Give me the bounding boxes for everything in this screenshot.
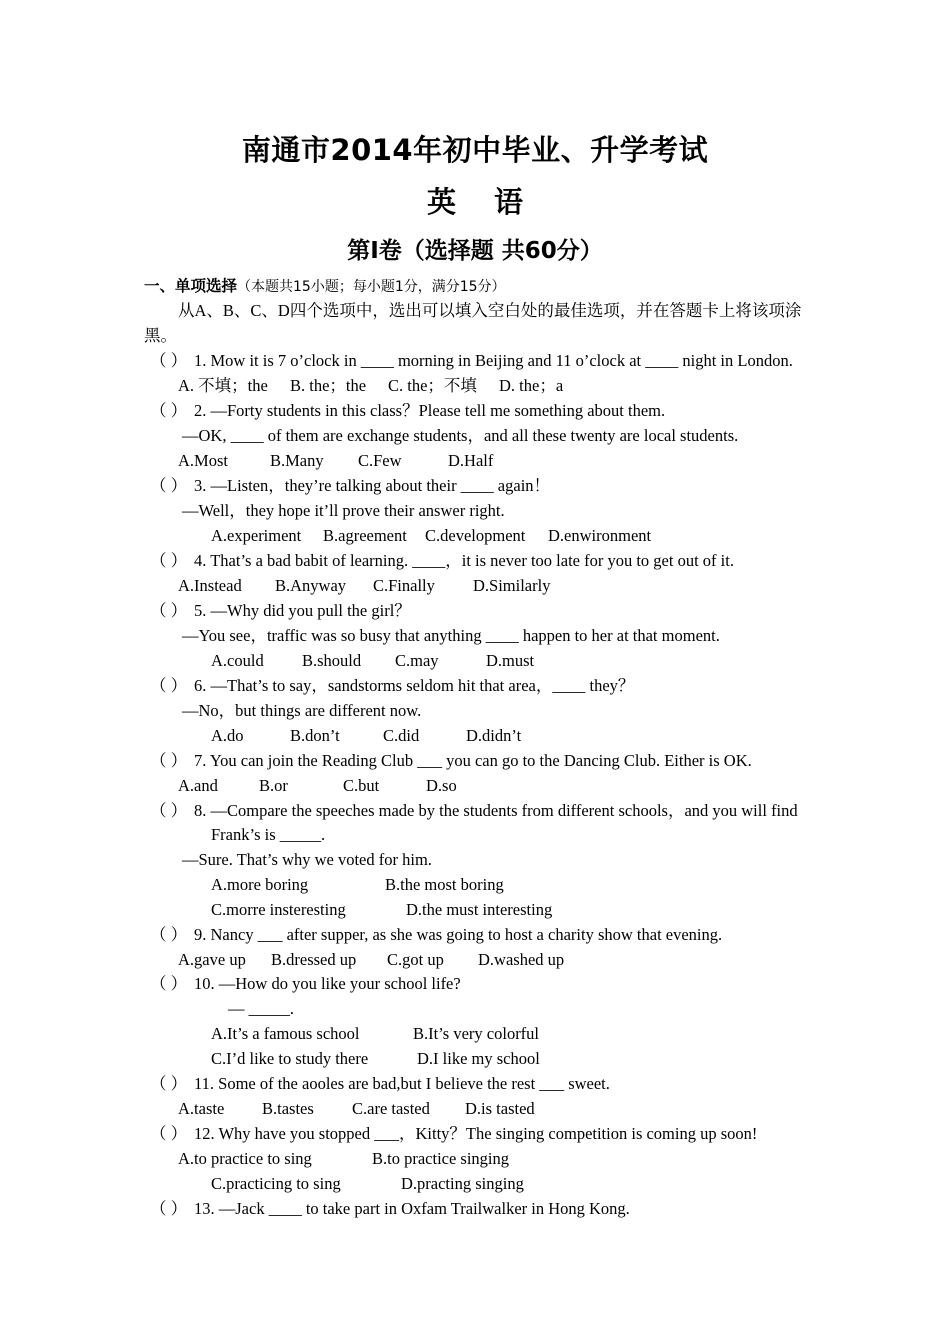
question-2 — [150, 401, 665, 421]
question-12 — [150, 1124, 757, 1144]
question-stem: 8. —Compare the speeches made by the students from different schools，and you will find — [194, 801, 798, 820]
option-c: C.may — [395, 651, 439, 670]
option-d: D.so — [426, 776, 457, 795]
question-stem: 9. Nancy ___ after supper, as she was going to host a charity show that evening. — [194, 925, 723, 944]
question-8 — [150, 801, 798, 821]
option-b: B.dressed up — [271, 950, 357, 969]
option-b: B.should — [302, 651, 362, 670]
option-b: B.tastes — [262, 1099, 314, 1118]
question-11 — [150, 1074, 610, 1094]
option-d: D.Half — [448, 451, 494, 470]
option-c: C.are tasted — [352, 1099, 430, 1118]
question-5-reply: —You see，traffic was so busy that anything ____ happen to her at that moment. — [182, 626, 720, 645]
question-stem: 12. Why have you stopped ___，Kitty？The singing competition is coming up soon! — [194, 1124, 758, 1143]
subject-title: 英语 — [426, 185, 561, 219]
instruction-line-2: 黑。 — [144, 326, 177, 345]
option-b: B.or — [259, 776, 288, 795]
question-6 — [150, 676, 634, 696]
question-stem: 3. —Listen，they’re talking about their ____ again！ — [194, 476, 551, 495]
question-stem: 1. Mow it is 7 o’clock in ____ morning in Beijing and 11 o’clock at ____ night in London. — [194, 351, 793, 370]
question-2-reply: —OK, ____ of them are exchange students，and all these twenty are local students. — [182, 426, 739, 445]
question-13 — [150, 1199, 630, 1219]
answer-paren: （ ） — [150, 551, 188, 570]
option-d: D.Similarly — [473, 576, 551, 595]
question-1 — [150, 351, 793, 371]
option-a: A.experiment — [211, 526, 302, 545]
option-d: D.washed up — [478, 950, 565, 969]
option-d: D. the；a — [499, 376, 564, 395]
option-b: B.to practice singing — [372, 1149, 510, 1168]
exam-title: 南通市2014年初中毕业、升学考试 — [241, 133, 709, 167]
option-c: C.Finally — [373, 576, 435, 595]
question-stem: 4. That’s a bad babit of learning. ____，it is never too late for you to get out of it. — [194, 551, 734, 570]
answer-paren: （ ） — [150, 1074, 188, 1093]
option-c: C.but — [343, 776, 380, 795]
option-d: D.enwironment — [548, 526, 652, 545]
question-3 — [150, 476, 550, 496]
question-stem: 6. —That’s to say，sandstorms seldom hit that area，____ they？ — [194, 676, 635, 695]
answer-paren: （ ） — [150, 601, 188, 620]
option-b: B. the；the — [290, 376, 367, 395]
question-9 — [150, 925, 722, 945]
option-c: C. the；不填 — [388, 376, 477, 395]
answer-paren: （ ） — [150, 751, 188, 770]
option-a: A.Instead — [178, 576, 242, 595]
option-a: A.taste — [178, 1099, 225, 1118]
question-stem: 13. —Jack ____ to take part in Oxfam Trailwalker in Hong Kong. — [194, 1199, 630, 1218]
option-c: C.development — [425, 526, 526, 545]
answer-paren: （ ） — [150, 974, 188, 993]
question-8-stem-cont: Frank’s is _____. — [211, 825, 326, 844]
question-stem: 5. —Why did you pull the girl？ — [194, 601, 411, 620]
option-d: D.didn’t — [466, 726, 522, 745]
option-a: A.It’s a famous school — [211, 1024, 360, 1043]
question-stem: 7. You can join the Reading Club ___ you can go to the Dancing Club. Either is OK. — [194, 751, 752, 770]
option-c: C.practicing to sing — [211, 1174, 341, 1193]
question-7 — [150, 751, 752, 771]
question-stem: 11. Some of the aooles are bad,but I believe the rest ___ sweet. — [194, 1074, 610, 1093]
question-10 — [150, 974, 461, 994]
option-b: B.don’t — [290, 726, 340, 745]
option-c: C.did — [383, 726, 420, 745]
option-a: A.to practice to sing — [178, 1149, 312, 1168]
question-4 — [150, 551, 734, 571]
section-heading: 一、单项选择 — [144, 277, 238, 295]
option-d: D.must — [486, 651, 535, 670]
option-b: B.Many — [270, 451, 324, 470]
option-b: B.Anyway — [275, 576, 347, 595]
answer-paren: （ ） — [150, 1124, 188, 1143]
question-10-reply: — _____. — [228, 999, 294, 1018]
option-a: A.more boring — [211, 875, 309, 894]
option-d: D.I like my school — [417, 1049, 540, 1068]
option-c: C.Few — [358, 451, 402, 470]
option-a: A.and — [178, 776, 218, 795]
option-d: D.practing singing — [401, 1174, 524, 1193]
answer-paren: （ ） — [150, 401, 188, 420]
question-8-reply: —Sure. That’s why we voted for him. — [182, 850, 432, 869]
question-6-reply: —No，but things are different now. — [182, 701, 422, 720]
answer-paren: （ ） — [150, 1199, 188, 1218]
option-a: A.Most — [178, 451, 228, 470]
answer-paren: （ ） — [150, 676, 188, 695]
answer-paren: （ ） — [150, 476, 188, 495]
answer-paren: （ ） — [150, 351, 188, 370]
option-a: A.could — [211, 651, 264, 670]
option-b: B.It’s very colorful — [413, 1024, 540, 1043]
answer-paren: （ ） — [150, 801, 188, 820]
option-c: C.I’d like to study there — [211, 1049, 369, 1068]
option-a: A.gave up — [178, 950, 246, 969]
question-stem: 10. —How do you like your school life? — [194, 974, 461, 993]
option-b: B.agreement — [323, 526, 407, 545]
question-3-reply: —Well，they hope it’ll prove their answer right. — [182, 501, 505, 520]
option-a: A.do — [211, 726, 244, 745]
option-b: B.the most boring — [385, 875, 504, 894]
option-c: C.morre insteresting — [211, 900, 346, 919]
section-heading-row — [144, 276, 506, 297]
section-note: （本题共15小题；每小题1分，满分15分） — [237, 279, 506, 295]
question-5 — [150, 601, 411, 621]
option-d: D.is tasted — [465, 1099, 535, 1118]
option-d: D.the must interesting — [406, 900, 553, 919]
question-stem: 2. —Forty students in this class？Please tell me something about them. — [194, 401, 666, 420]
answer-paren: （ ） — [150, 925, 188, 944]
option-c: C.got up — [387, 950, 444, 969]
option-a: A. 不填；the — [178, 376, 268, 395]
instruction-line-1: 从A、B、C、D四个选项中，选出可以填入空白处的最佳选项，并在答题卡上将该项涂 — [178, 301, 802, 320]
volume-title: 第Ⅰ卷（选择题 共60分） — [347, 238, 603, 264]
